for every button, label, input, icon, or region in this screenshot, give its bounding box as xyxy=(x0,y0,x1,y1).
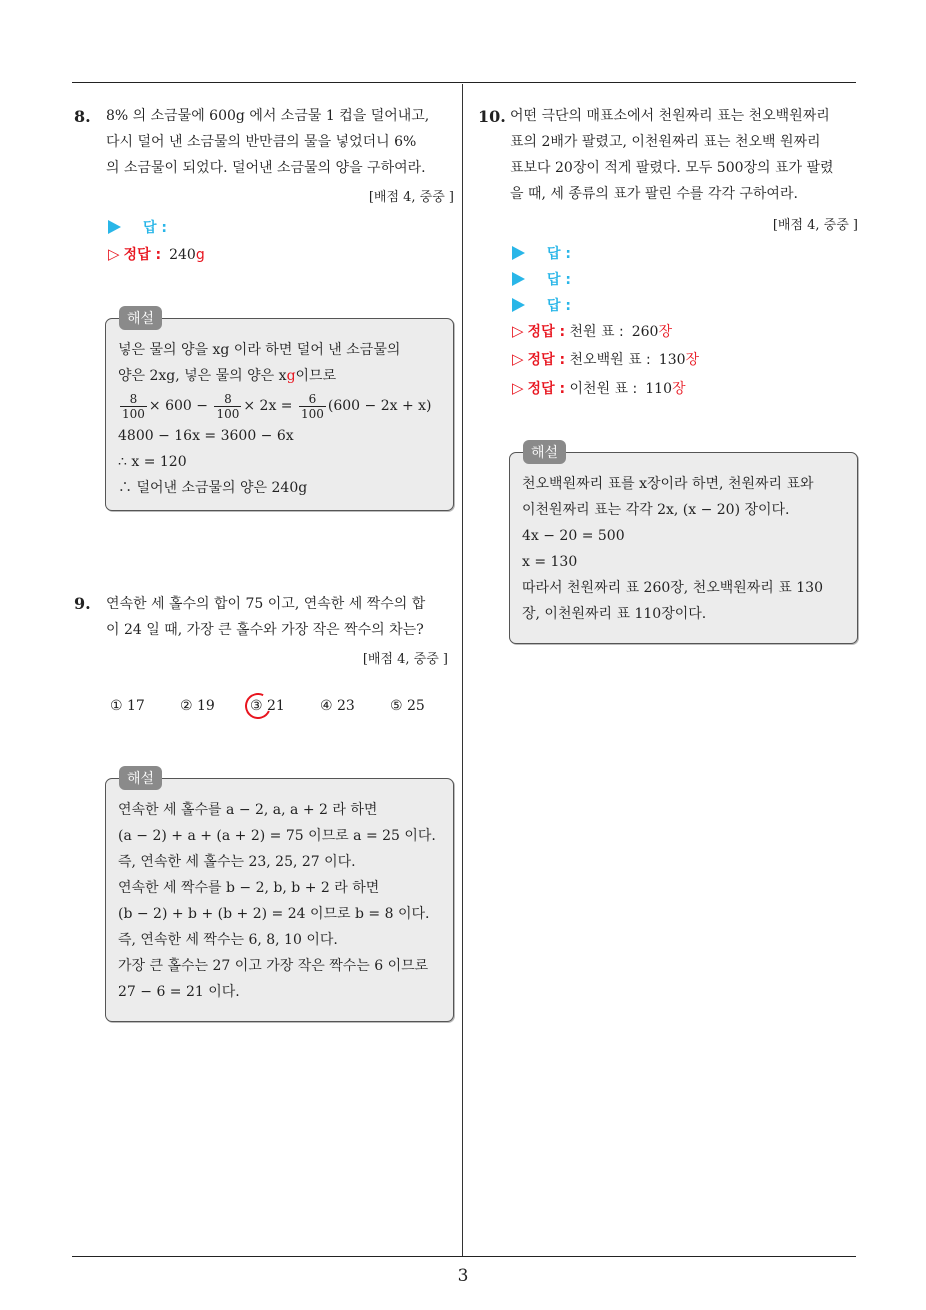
question-number: 8. xyxy=(74,107,91,126)
explanation-line: 즉, 연속한 세 짝수는 6, 8, 10 이다. xyxy=(118,932,338,948)
score-meta: [배점 4, 중중 ] xyxy=(368,190,454,205)
question-line: 다시 덜어 낸 소금물의 반만큼의 물을 넣었더니 6% xyxy=(106,134,417,150)
answer-label: 답 : xyxy=(143,220,167,236)
explanation-line: 따라서 천원짜리 표 260장, 천오백원짜리 표 130 xyxy=(522,580,823,596)
choice-1[interactable]: ① 17 xyxy=(110,698,145,714)
outline-triangle-icon: ▷ xyxy=(512,350,524,368)
answer-label: 답 : xyxy=(547,246,571,262)
correct-item-label: 천오백원 표 : xyxy=(569,352,651,368)
explanation-tag: 해설 xyxy=(119,766,162,790)
answer-row xyxy=(512,295,571,315)
equation-term: × 600 − xyxy=(148,398,208,414)
score-meta: [배점 4, 중중 ] xyxy=(772,218,858,233)
outline-triangle-icon: ▷ xyxy=(108,245,120,263)
explanation-line xyxy=(118,363,432,389)
correct-item-label: 천원 표 : xyxy=(569,324,624,340)
correct-label: 정답 : xyxy=(527,352,566,368)
explanation-line: 즉, 연속한 세 홀수는 23, 25, 27 이다. xyxy=(118,854,356,870)
denominator: 100 xyxy=(300,406,324,421)
correct-value: 260 xyxy=(631,324,659,340)
answer-row xyxy=(512,243,571,263)
page-number: 3 xyxy=(457,1266,469,1286)
question-number: 9. xyxy=(74,594,91,613)
explanation-tag: 해설 xyxy=(119,306,162,330)
explanation-text xyxy=(118,797,436,1005)
top-rule xyxy=(72,82,856,83)
explanation-line: 연속한 세 홀수를 a − 2, a, a + 2 라 하면 xyxy=(118,802,378,818)
numerator: 8 xyxy=(120,392,147,407)
question-line: 이 24 일 때, 가장 큰 홀수와 가장 작은 짝수의 차는? xyxy=(106,622,424,638)
score-meta: [배점 4, 중중 ] xyxy=(362,652,448,667)
denominator: 100 xyxy=(216,406,240,421)
explanation-line: 4x − 20 = 500 xyxy=(522,528,625,544)
denominator: 100 xyxy=(122,406,145,421)
explanation-box xyxy=(509,445,858,644)
explanation-line: ∴ x = 120 xyxy=(118,454,187,470)
choice-2[interactable]: ② 19 xyxy=(180,698,215,714)
explanation-fragment: 양은 2xg, 넣은 물의 양은 x xyxy=(118,368,287,384)
equation-term: × 2x = xyxy=(243,398,293,414)
correct-unit: g xyxy=(195,247,205,263)
explanation-line: (a − 2) + a + (a + 2) = 75 이므로 a = 25 이다. xyxy=(118,828,436,844)
correct-item-label: 이천원 표 : xyxy=(569,381,638,397)
play-triangle-icon xyxy=(512,298,525,312)
correct-unit: 장 xyxy=(658,324,672,340)
explanation-box xyxy=(105,311,454,511)
explanation-text xyxy=(522,471,823,627)
explanation-tag: 해설 xyxy=(523,440,566,464)
correct-label: 정답 : xyxy=(123,247,162,263)
choice-4[interactable]: ④ 23 xyxy=(320,698,355,714)
answer-row xyxy=(108,217,167,237)
correct-answer-row xyxy=(512,349,699,369)
choice-3[interactable]: ③ 21 xyxy=(250,698,285,714)
correct-answer-row xyxy=(108,244,205,264)
explanation-line: 4800 − 16x = 3600 − 6x xyxy=(118,428,294,444)
fraction xyxy=(120,392,147,421)
correct-label: 정답 : xyxy=(527,324,566,340)
question-text xyxy=(510,103,858,207)
play-triangle-icon xyxy=(512,272,525,286)
explanation-fragment: 이므로 xyxy=(295,368,337,384)
explanation-line: 27 − 6 = 21 이다. xyxy=(118,984,240,1000)
explanation-line: 연속한 세 짝수를 b − 2, b, b + 2 라 하면 xyxy=(118,880,380,896)
question-text xyxy=(106,103,454,181)
explanation-line: 장, 이천원짜리 표 110장이다. xyxy=(522,606,707,622)
answer-label: 답 : xyxy=(547,298,571,314)
explanation-line: 넣은 물의 양을 xg 이라 하면 덜어 낸 소금물의 xyxy=(118,342,401,358)
correct-value: 240 xyxy=(169,247,196,263)
outline-triangle-icon: ▷ xyxy=(512,379,524,397)
answer-label: 답 : xyxy=(547,272,571,288)
correct-unit: 장 xyxy=(671,381,686,397)
question-line: 의 소금물이 되었다. 덜어낸 소금물의 양을 구하여라. xyxy=(106,160,426,176)
answer-row xyxy=(512,269,571,289)
question-line: 표보다 20장이 적게 팔렸다. 모두 500장의 표가 팔렸 xyxy=(510,160,834,176)
explanation-equation xyxy=(118,389,432,423)
question-line: 표의 2배가 팔렸고, 이천원짜리 표는 천오백 원짜리 xyxy=(510,134,821,150)
outline-triangle-icon: ▷ xyxy=(512,322,524,340)
choice-5[interactable]: ⑤ 25 xyxy=(390,698,425,714)
correct-answer-row xyxy=(512,378,686,398)
column-divider xyxy=(462,84,463,1256)
numerator: 8 xyxy=(214,392,241,407)
question-number: 10. xyxy=(478,107,506,126)
explanation-line: (b − 2) + b + (b + 2) = 24 이므로 b = 8 이다. xyxy=(118,906,430,922)
explanation-line: ∴ 덜어낸 소금물의 양은 240g xyxy=(118,480,308,496)
fraction xyxy=(299,392,326,421)
correct-unit: 장 xyxy=(685,352,700,368)
explanation-text xyxy=(118,337,432,501)
question-text xyxy=(106,591,454,643)
correct-value: 130 xyxy=(658,352,686,368)
question-line: 어떤 극단의 매표소에서 천원짜리 표는 천오백원짜리 xyxy=(510,108,830,124)
selected-answer-circle-icon xyxy=(241,689,274,722)
bottom-rule xyxy=(72,1256,856,1257)
correct-answer-row xyxy=(512,321,672,341)
explanation-line: x = 130 xyxy=(522,554,578,570)
correct-label: 정답 : xyxy=(527,381,566,397)
question-line: 을 때, 세 종류의 표가 팔린 수를 각각 구하여라. xyxy=(510,186,798,202)
explanation-line: 이천원짜리 표는 각각 2x, (x − 20) 장이다. xyxy=(522,502,790,518)
explanation-box xyxy=(105,771,454,1022)
question-line: 연속한 세 홀수의 합이 75 이고, 연속한 세 짝수의 합 xyxy=(106,596,426,612)
fraction xyxy=(214,392,241,421)
explanation-line: 천오백원짜리 표를 x장이라 하면, 천원짜리 표와 xyxy=(522,476,814,492)
equation-term: (600 − 2x + x) xyxy=(327,398,432,414)
numerator: 6 xyxy=(299,392,326,407)
explanation-line: 가장 큰 홀수는 27 이고 가장 작은 짝수는 6 이므로 xyxy=(118,958,429,974)
play-triangle-icon xyxy=(512,246,525,260)
correct-value: 110 xyxy=(645,381,672,397)
explanation-highlight: g xyxy=(286,368,296,384)
question-line: 8% 의 소금물에 600g 에서 소금물 1 컵을 덜어내고, xyxy=(106,108,430,124)
play-triangle-icon xyxy=(108,220,121,234)
